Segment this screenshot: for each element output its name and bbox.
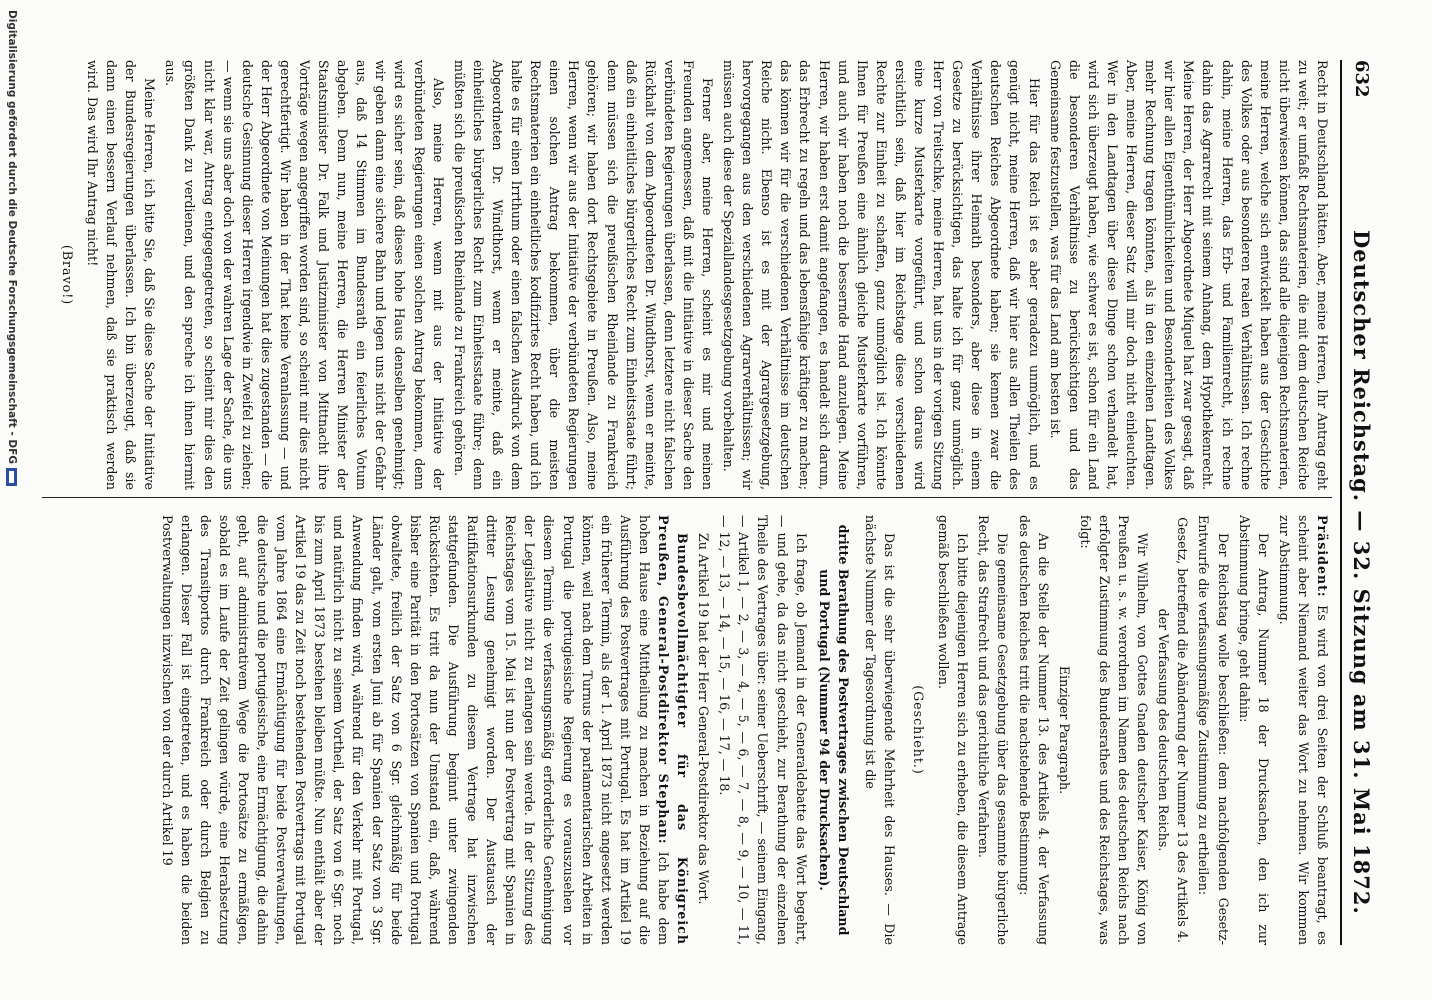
applause-note: (Bravo!) [59,244,75,306]
right-column [77,515,1332,945]
paragraph: Der Antrag, Nummer 18 der Drucksachen, den ich zur Abstimmung bringe, geht dahin: [1236,515,1271,945]
agenda-item-heading: dritte Berathung des Postvertrages zwischen Deutschland und Portugal (Nummer 94 der Drucksachen). [816,524,851,936]
paragraph: Also, meine Herren, wenn mit aus der Initiative der verbündeten Regierungen einen solchen Antrag bekommen, denn wird es sicher sein, daß dieses hohe Haus denselben genehmigt; wir geben dann eine sichere Bahn und legen uns nicht der Gefahr aus, daß 14 Stimmen im Bundesrath ein feierliches Votum abgeben. Denn nun, meine Herren, die Herren Minister der Staatsminister Dr. Falk und Justizminister von Mittnacht ihre Vorträge wegen angegriffen worden sind, so scheint mir dies nicht gerechtfertigt. Wir haben in der That keine Veranlassung — und der Herr Abgeordnete von Meinungen hat dies zugestanden — die deutsche Gesinnung dieser Herren irgendwie in Zweifel zu ziehen; — wenn sie uns aber doch von der wahren Lage der Sache, die uns nicht klar war, Antrag entgegengetreten, so scheint mir dies den größten Dank zu verdienen, und den spreche ich ihnen hiermit aus. [163,60,446,490]
paragraph: Das ist die sehr überwiegende Mehrheit des Hauses. — Die nächste Nummer der Tagesordnung ist die [862,515,898,945]
paragraph: Die gemeinsame Gesetzgebung über das gesammte bürgerliche Recht, das Strafrecht und das gerichtliche Verfahren. [976,515,1011,945]
paragraph: Ich frage, ob Jemand in der Generaldebatte das Wort begehrt, — und gehe, da das nicht geschieht, zur Berathung der einzelnen Theile des Vertrages über: seiner Ueberschrift, — seinem Eingang, — Artikel 1, — 2, — 3, — 4, — 5, — 6, — 7, — 8, — 9, — 10, — 11, — 12, — 13, — 14, — 15, — 16, — 17, — 18. [717,515,809,945]
paragraph: Recht in Deutschland hätten. Aber, meine Herren, Ihr Antrag geht zu weit; er umfaßt Rechtsmaterien, die mit dem deutschen Reiche nicht überwiesen können, das sind alle diejenigen Rechtsmaterien, meine Herren, welche sich entwickelt haben aus der Geschichte des Volkes oder aus besonderen realen Verhältnissen. Ich rechne dahin, meine Herren, das Erb- und Familienrecht, ich rechne dahin das Agrarrecht mit seinem Anhang, dem Hypothekenrecht. Meine Herren, der Herr Abgeordnete Miquel hat zwar gesagt, daß wir hier allen Eigenthümlichkeiten und Besonderheiten des Volkes mehr Rechnung tragen könnten, als in den einzelnen Landtagen. Aber, meine Herren, dieser Satz will mir doch nicht einleuchten. Wer in den Landtagen über diese Dinge schon verhandelt hat, wird sich überzeugt haben, wie schwer es ist, schon für ein Land die besonderen Verhältnisse zu berücksichtigen und das Gemeinsame festzustellen, was für das Land am besten ist. [1047,60,1330,490]
paragraph: Hier für das Reich ist es aber geradezu unmöglich, und es genügt nicht, meine Herren, daß wir hier aus allen Theilen des deutschen Reiches Abgeordnete haben; sie kennen zwar die Verhältnisse ihrer Heimath besonders, aber diese in einem Gesetze zu berücksichtigen, das halte ich für ganz unmöglich. Herr von Treitschke, meine Herren, hat uns in der vorigen Sitzung eine kurze Musterkarte vorgeführt, und schon daraus wird ersichtlich sein, daß hier im Reichstage diese verschiedenen Rechte zur Einheit zu schaffen, ganz unmöglich ist. Ich könnte Ihnen für Preußen eine ähnlich gleiche Musterkarte vorführen, und auch wir haben noch die bessernde Hand anzulegen. Meine Herren, wir haben erst damit angefangen, es handelt sich darum, das Erbrecht zu regeln und das lebensfähige kräftiger zu machen; das können wir für die verschiedenen Verhältnisse im deutschen Reiche nicht. Ebenso ist es mit der Agrargesetzgebung, hervorgegangen aus den verschiedenen Agrarverhältnissen; wir müssen auch diese der Speziallandesgesetzgebung vorbehalten. [721,60,1042,490]
page-header [1340,60,1380,945]
paragraph: Ich bitte diejenigen Herren sich zu erheben, die diesem Antrage gemäß beschließen wollen. [936,515,971,945]
header-rule [1340,60,1342,945]
speech-text: Ich habe dem hohen Hause eine Mittheilung zu machen in Beziehung auf die Ausführung des Postvertrages mit Portugal. Es hat im Artikel 19 ein früherer Termin, als der 1. April 1873 nicht angesetzt werden können, weil nach dem Turnus der parlamentarischen Arbeiten in Portugal die portugiesische Regierung es vorauszusehen vor diesem Termin die verfassungsmäßig erforderliche Genehmigung der Legislative nicht zu erlangen sein werde. In der Sitzung des Reichstages vom 15. Mai ist nun der Postvertrag mit Spanien in dritter Lesung genehmigt worden. Der Austausch der Ratifikationsurkunden zu diesem Vertrage hat inzwischen stattgefunden. Die Ausführung beginnt unter zwingenden Rücksichten. Es tritt da nun der Umstand ein, daß, während bisher eine Parität in den Portosätzen von Spanien und Portugal obwaltete, freilich der Satz von 6 Sgr. gleichmäßig für beide Länder galt, vom ersten Juni ab für Spanien der Satz von 3 Sgr. Anwendung finden wird, während für den Verkehr mit Portugal, und natürlich nicht zu seinem Vortheil, der Satz von 6 Sgr. noch bis zum April 1873 bestehen bleiben müßte. Nun enthält aber der Artikel 19 das zu Zeit noch bestehenden Postvertrags mit Portugal vom Jahre 1864 eine Ermächtigung für beide Postverwaltungen, die deutsche und die portugiesische, eine Ermächtigung, die dahin geht, auf administrativem Wege die Portosätze zu ermäßigen, sobald es im Laufe der Zeit gelingen würde, eine Herabsetzung des Transitportos durch Frankreich oder durch Belgien zu erlangen. Dieser Fall ist eingetreten, und es haben die beiden Postverwaltungen inzwischen von der durch Artikel 19 [159,515,671,945]
paragraph: Wir Wilhelm, von Gottes Gnaden deutscher Kaiser, König von Preußen u. s. w. verordnen im Namen des deutschen Reichs nach erfolgter Zustimmung des Bundesrathes und des Reichstages, was folgt: [1077,515,1151,945]
paragraph: Ferner aber, meine Herren, scheint es mir und meinen Freunden angemessen, daß mit die Initiative in dieser Sache den verbündeten Regierungen überlassen, denn letztere nicht falschen Rückhalt von dem Abgeordneten Dr. Windthorst, wenn er meinte, daß ein einheitliches bürgerliches Recht zum Einheitsstaate führt; denn müssen sich die preußischen Rheinlande zu Frankreich gehören; wir haben dort Rechtsgebiete in Preußen. Also, meine Herren, wenn wir aus der Initiative der verbündeten Regierungen einen solchen Antrag bekommen, über die meisten Rechtsmaterien ein einheitliches kodifizirtes Recht haben, und ich halte es für einen Irrthum oder einen falschen Ausdruck von dem Abgeordneten Dr. Windthorst, wenn er meinte, daß ein einheitliches bürgerliches Recht zum Einheitsstaate führe; denn müßten sich die preußischen Rheinlande zu Frankreich gehören. [451,60,715,490]
paragraph: Der Reichstag wolle beschließen: dem nachfolgenden Gesetz-Entwurfe die verfassungsmäßige Zustimmung zu ertheilen: [1196,515,1231,945]
speaker-name: Bundesbevollmächtigter für das Königreich Preußen, General-Postdirektor Stephan: [656,515,691,945]
speech-text: Es wird von drei Seiten der Schluß beantragt, es scheint aber Niemand weiter das Wort zu nehmen. Wir kommen zur Abstimmung. [1276,515,1330,945]
digitization-footer [6,10,18,486]
law-title: Gesetz, betreffend die Abänderung der Nummer 13 des Artikels 4. der Verfassung des deutschen Reichs. [1156,517,1191,943]
column-divider [42,497,1332,498]
page-title: Deutscher Reichstag. — 32. Sitzung am 31. Mai 1872. [1349,230,1374,915]
paragraph [157,515,692,945]
paragraph: An die Stelle der Nummer 13. des Artikels 4. der Verfassung des deutschen Reiches tritt die nachstehende Bestimmung: [1016,515,1051,945]
procedural-note: (Geschieht.) [911,685,927,775]
footer-text: Digitalisierung gefördert durch die Deutsche Forschungsgemeinschaft - DFG [6,10,18,464]
dfg-logo-icon [7,468,18,486]
paragraph-heading: Einziger Paragraph. [1056,665,1072,795]
speaker-name: Präsident: [1315,515,1330,598]
page-number: 632 [1351,60,1372,98]
left-column [59,60,1332,490]
paragraph [1275,515,1332,945]
paragraph: Meine Herren, ich bitte Sie, daß Sie diese Sache der Initiative der Bundesregierungen überlassen. Ich bin überzeugt, daß sie dann einen bessern Verlauf nehmen, daß sie praktisch werden wird. Das wird Ihr Antrag nicht! [85,60,158,490]
paragraph: Zu Artikel 19 hat der Herr General-Postdirektor das Wort. [696,533,712,905]
